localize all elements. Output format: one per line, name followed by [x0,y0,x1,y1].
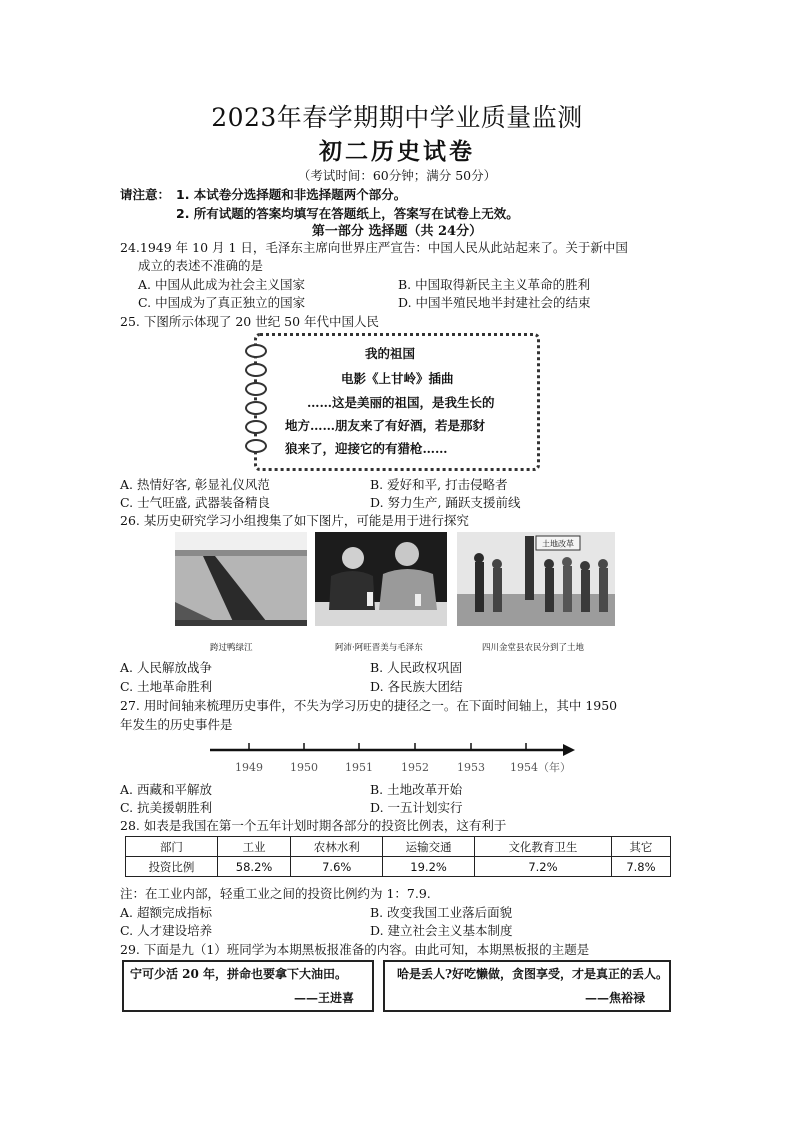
binder-ring [245,363,267,377]
author-wang-jinxi: ——王进喜 [294,991,355,1005]
q26-option-a[interactable]: A. 人民解放战争 [120,660,212,675]
q28-option-d[interactable]: D. 建立社会主义基本制度 [370,923,513,938]
notice-label: 请注意： [120,187,171,202]
q26-option-c[interactable]: C. 土地革命胜利 [120,679,213,694]
q25-option-b[interactable]: B. 爱好和平, 打击侵略者 [370,477,508,492]
table-header-row [126,837,671,857]
exam-info: （考试时间：60分钟；满分 50分） [297,168,497,183]
q25-option-d[interactable]: D. 努力生产, 踊跃支援前线 [370,495,521,510]
q28-option-b[interactable]: B. 改变我国工业落后面貌 [370,905,513,920]
notice-2: 2. 所有试题的答案均填写在答题纸上，答案写在试卷上无效。 [176,206,519,221]
blackboard-card-jiao [383,960,671,1012]
q24-option-d[interactable]: D. 中国半殖民地半封建社会的结束 [398,295,591,310]
q28-stem: 28. 如表是我国在第一个五年计划时期各部分的投资比例表，这有利于 [120,818,507,833]
q25-option-a[interactable]: A. 热情好客, 彰显礼仪风范 [120,477,270,492]
table-cell: 7.6% [291,857,383,877]
q25-option-c[interactable]: C. 士气旺盛, 武器装备精良 [120,495,271,510]
table-header-cell: 文化教育卫生 [475,837,612,857]
table-header-cell: 运输交通 [383,837,475,857]
binder-ring [245,382,267,396]
poem-line-3: 狼来了，迎接它的有猎枪…… [285,441,448,456]
table-header-cell: 工业 [217,837,290,857]
q24-stem-2: 成立的表述不准确的是 [138,258,264,273]
q24-option-a[interactable]: A. 中国从此成为社会主义国家 [138,277,305,292]
q26-stem: 26. 某历史研究学习小组搜集了如下图片，可能是用于进行探究 [120,513,469,528]
quote-jiao-yulu: 哈是丢人?好吃懒做，贪图享受，才是真正的丢人。 [397,967,669,981]
q27-stem-2: 年发生的历史事件是 [120,717,233,732]
photo-sichuan-peasants-land [457,532,615,626]
timeline-year-1952: 1952 [401,761,429,774]
table-header-cell: 部门 [126,837,218,857]
table-cell: 58.2% [217,857,290,877]
binder-ring [245,439,267,453]
blackboard-card-wang [122,960,374,1012]
q27-stem-1: 27. 用时间轴来梳理历史事件，不失为学习历史的捷径之一。在下面时间轴上，其中 1950 [120,698,618,713]
timeline-year-1951: 1951 [345,761,373,774]
caption-photo-3: 四川金堂县农民分到了土地 [482,643,585,653]
table-cell: 7.2% [475,857,612,877]
table-cell: 7.8% [611,857,670,877]
q24-option-b[interactable]: B. 中国取得新民主主义革命的胜利 [398,277,591,292]
timeline-year-1954: 1954（年） [510,761,571,774]
table-row [126,857,671,877]
timeline-year-1953: 1953 [457,761,485,774]
q24-option-c[interactable]: C. 中国成为了真正独立的国家 [138,295,306,310]
poem-line-1: ……这是美丽的祖国，是我生长的 [307,395,495,410]
notice-1: 1. 本试卷分选择题和非选择题两个部分。 [176,187,407,202]
q27-option-a[interactable]: A. 西藏和平解放 [120,782,212,797]
poem-source: 电影《上甘岭》插曲 [341,371,454,386]
q26-option-d[interactable]: D. 各民族大团结 [370,679,463,694]
sign-text: 土地改革 [542,539,574,549]
investment-table [125,836,671,877]
q27-option-b[interactable]: B. 土地改革开始 [370,782,463,797]
binder-ring [245,401,267,415]
table-cell: 投资比例 [126,857,218,877]
q26-option-b[interactable]: B. 人民政权巩固 [370,660,463,675]
part1-title: 第一部分 选择题（共 24分） [311,224,483,239]
poem-card [254,333,540,471]
timeline-year-1950: 1950 [290,761,318,774]
caption-photo-1: 跨过鸭绿江 [210,643,253,653]
photo-crossing-yalu-river [175,532,307,626]
quote-wang-jinxi: 宁可少活 20 年，拼命也要拿下大油田。 [130,967,348,981]
exam-title: 2023年春学期期中学业质量监测 [211,103,583,132]
author-jiao-yulu: ——焦裕禄 [585,991,646,1005]
table-header-cell: 其它 [611,837,670,857]
photo-ngapoi-and-mao [315,532,447,626]
q27-option-d[interactable]: D. 一五计划实行 [370,800,463,815]
table-cell: 19.2% [383,857,475,877]
timeline [205,738,580,778]
poem-title: 我的祖国 [365,346,416,361]
q27-option-c[interactable]: C. 抗美援朝胜利 [120,800,213,815]
caption-photo-2: 阿沛·阿旺晋美与毛泽东 [335,643,423,653]
q28-option-a[interactable]: A. 超额完成指标 [120,905,212,920]
poem-line-2: 地方……朋友来了有好酒，若是那豺 [285,418,486,433]
q29-stem: 29. 下面是九（1）班同学为本期黑板报准备的内容。由此可知，本期黑板报的主题是 [120,942,590,957]
binder-ring [245,420,267,434]
timeline-year-1949: 1949 [235,761,263,774]
binder-ring [245,344,267,358]
q28-option-c[interactable]: C. 人才建设培养 [120,923,213,938]
q24-stem-1: 24.1949 年 10 月 1 日，毛泽东主席向世界庄严宣告：中国人民从此站起来了。关于新中国 [120,240,628,255]
q25-stem: 25. 下图所示体现了 20 世纪 50 年代中国人民 [120,314,380,329]
q28-note: 注：在工业内部，轻重工业之间的投资比例约为 1：7.9. [120,886,431,901]
exam-subtitle: 初二历史试卷 [319,138,475,165]
table-header-cell: 农林水利 [291,837,383,857]
